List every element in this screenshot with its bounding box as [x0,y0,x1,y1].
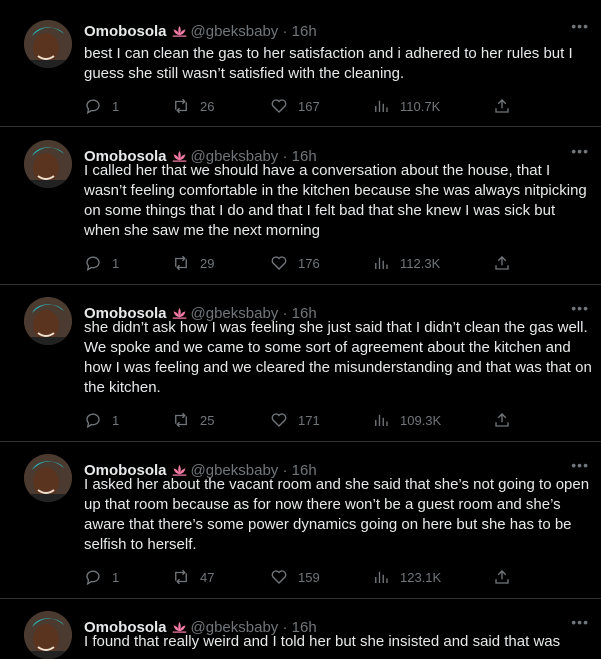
retweet-count: 47 [200,569,215,585]
reply-count: 1 [112,569,120,585]
reply-icon [84,568,102,586]
retweet-button[interactable] [172,567,214,587]
timestamp[interactable]: 16h [291,462,317,479]
handle[interactable]: @gbeksbaby [190,305,279,322]
timestamp[interactable]: 16h [291,305,317,322]
separator: · [282,305,288,322]
share-button[interactable] [493,410,511,430]
view-count: 112.3K [400,255,441,271]
reply-button[interactable] [84,96,119,116]
handle[interactable]: @gbeksbaby [190,148,279,165]
views-button[interactable] [372,567,441,587]
view-count: 110.7K [400,98,441,114]
reply-icon [84,411,102,429]
tweet-text: I called her that we should have a conversation about the house, that I wasn’t feeling comfortable in the kitchen because she was always nitpicking on some things that I do and that I felt bad that she knew I was sick but when she saw me the next morning [84,162,587,239]
views-icon [372,254,390,272]
retweet-button[interactable] [172,253,214,273]
separator: · [282,462,288,479]
retweet-button[interactable] [172,96,214,116]
display-name[interactable]: Omobosola [84,619,167,636]
like-count: 167 [298,98,320,114]
separator: · [282,23,288,40]
display-name[interactable]: Omobosola [84,305,167,322]
reply-button[interactable] [84,253,119,273]
more-options-button[interactable]: ••• [571,614,589,630]
tweet-text: I found that really weird and I told her but she insisted and said that was [84,633,561,650]
display-name[interactable]: Omobosola [84,462,167,479]
share-icon [493,411,511,429]
share-icon [493,97,511,115]
avatar[interactable] [24,297,72,345]
reply-button[interactable] [84,410,119,430]
timestamp[interactable]: 16h [291,148,317,165]
view-count: 123.1K [400,569,442,585]
more-options-button[interactable]: ••• [571,300,589,316]
divider [0,441,601,442]
more-options-button[interactable]: ••• [571,457,589,473]
tweet-actions [84,567,601,587]
divider [0,126,601,127]
avatar[interactable] [24,454,72,502]
share-button[interactable] [493,253,511,273]
share-icon [493,254,511,272]
divider [0,598,601,599]
like-count: 176 [298,255,320,271]
retweet-count: 25 [200,412,215,428]
tweet-actions [84,410,601,430]
like-button[interactable] [270,96,320,116]
views-button[interactable] [372,410,441,430]
retweet-icon [172,97,190,115]
avatar[interactable] [24,140,72,188]
tweet-text: she didn’t ask how I was feeling she just said that I didn’t clean the gas well. We spoke and we came to some sort of agreement about the kitchen and how I was feeling and we cleared the misunderstanding and that was that on the kitchen. [84,319,592,396]
share-icon [493,568,511,586]
retweet-icon [172,254,190,272]
avatar[interactable] [24,611,72,659]
retweet-count: 26 [200,98,215,114]
divider [0,284,601,285]
timestamp[interactable]: 16h [291,619,317,636]
tweet-actions [84,253,601,273]
share-button[interactable] [493,96,511,116]
like-button[interactable] [270,253,320,273]
reply-button[interactable] [84,567,119,587]
separator: · [282,148,288,165]
like-button[interactable] [270,410,320,430]
views-icon [372,97,390,115]
reply-count: 1 [112,98,120,114]
display-name[interactable]: Omobosola [84,23,167,40]
tweet-actions [84,96,601,116]
reply-count: 1 [112,255,120,271]
share-button[interactable] [493,567,511,587]
views-icon [372,411,390,429]
like-count: 159 [298,569,320,585]
tweet-text: I asked her about the vacant room and she said that she’s not going to open up that room because as for now there won’t be a guest room and she’s aware that there’s some power dynamics going on here but she has to be selfish to herself. [84,476,590,553]
retweet-count: 29 [200,255,215,271]
views-icon [372,568,390,586]
more-options-button[interactable]: ••• [571,143,589,159]
separator: · [282,619,288,636]
handle[interactable]: @gbeksbaby [190,462,279,479]
timestamp[interactable]: 16h [291,23,317,40]
views-button[interactable] [372,96,440,116]
heart-icon [270,411,288,429]
retweet-icon [172,411,190,429]
heart-icon [270,254,288,272]
reply-icon [84,97,102,115]
tweet-text: best I can clean the gas to her satisfaction and i adhered to her rules but I guess she still wasn’t satisfied with the cleaning. [84,45,573,82]
avatar[interactable] [24,20,72,68]
view-count: 109.3K [400,412,442,428]
lotus-icon [171,24,188,38]
retweet-button[interactable] [172,410,214,430]
handle[interactable]: @gbeksbaby [190,23,279,40]
more-options-button[interactable]: ••• [571,18,589,34]
handle[interactable]: @gbeksbaby [190,619,279,636]
heart-icon [270,97,288,115]
tweet-header [84,22,601,42]
views-button[interactable] [372,253,440,273]
reply-icon [84,254,102,272]
retweet-icon [172,568,190,586]
display-name[interactable]: Omobosola [84,148,167,165]
reply-count: 1 [112,412,120,428]
like-button[interactable] [270,567,320,587]
like-count: 171 [298,412,320,428]
heart-icon [270,568,288,586]
